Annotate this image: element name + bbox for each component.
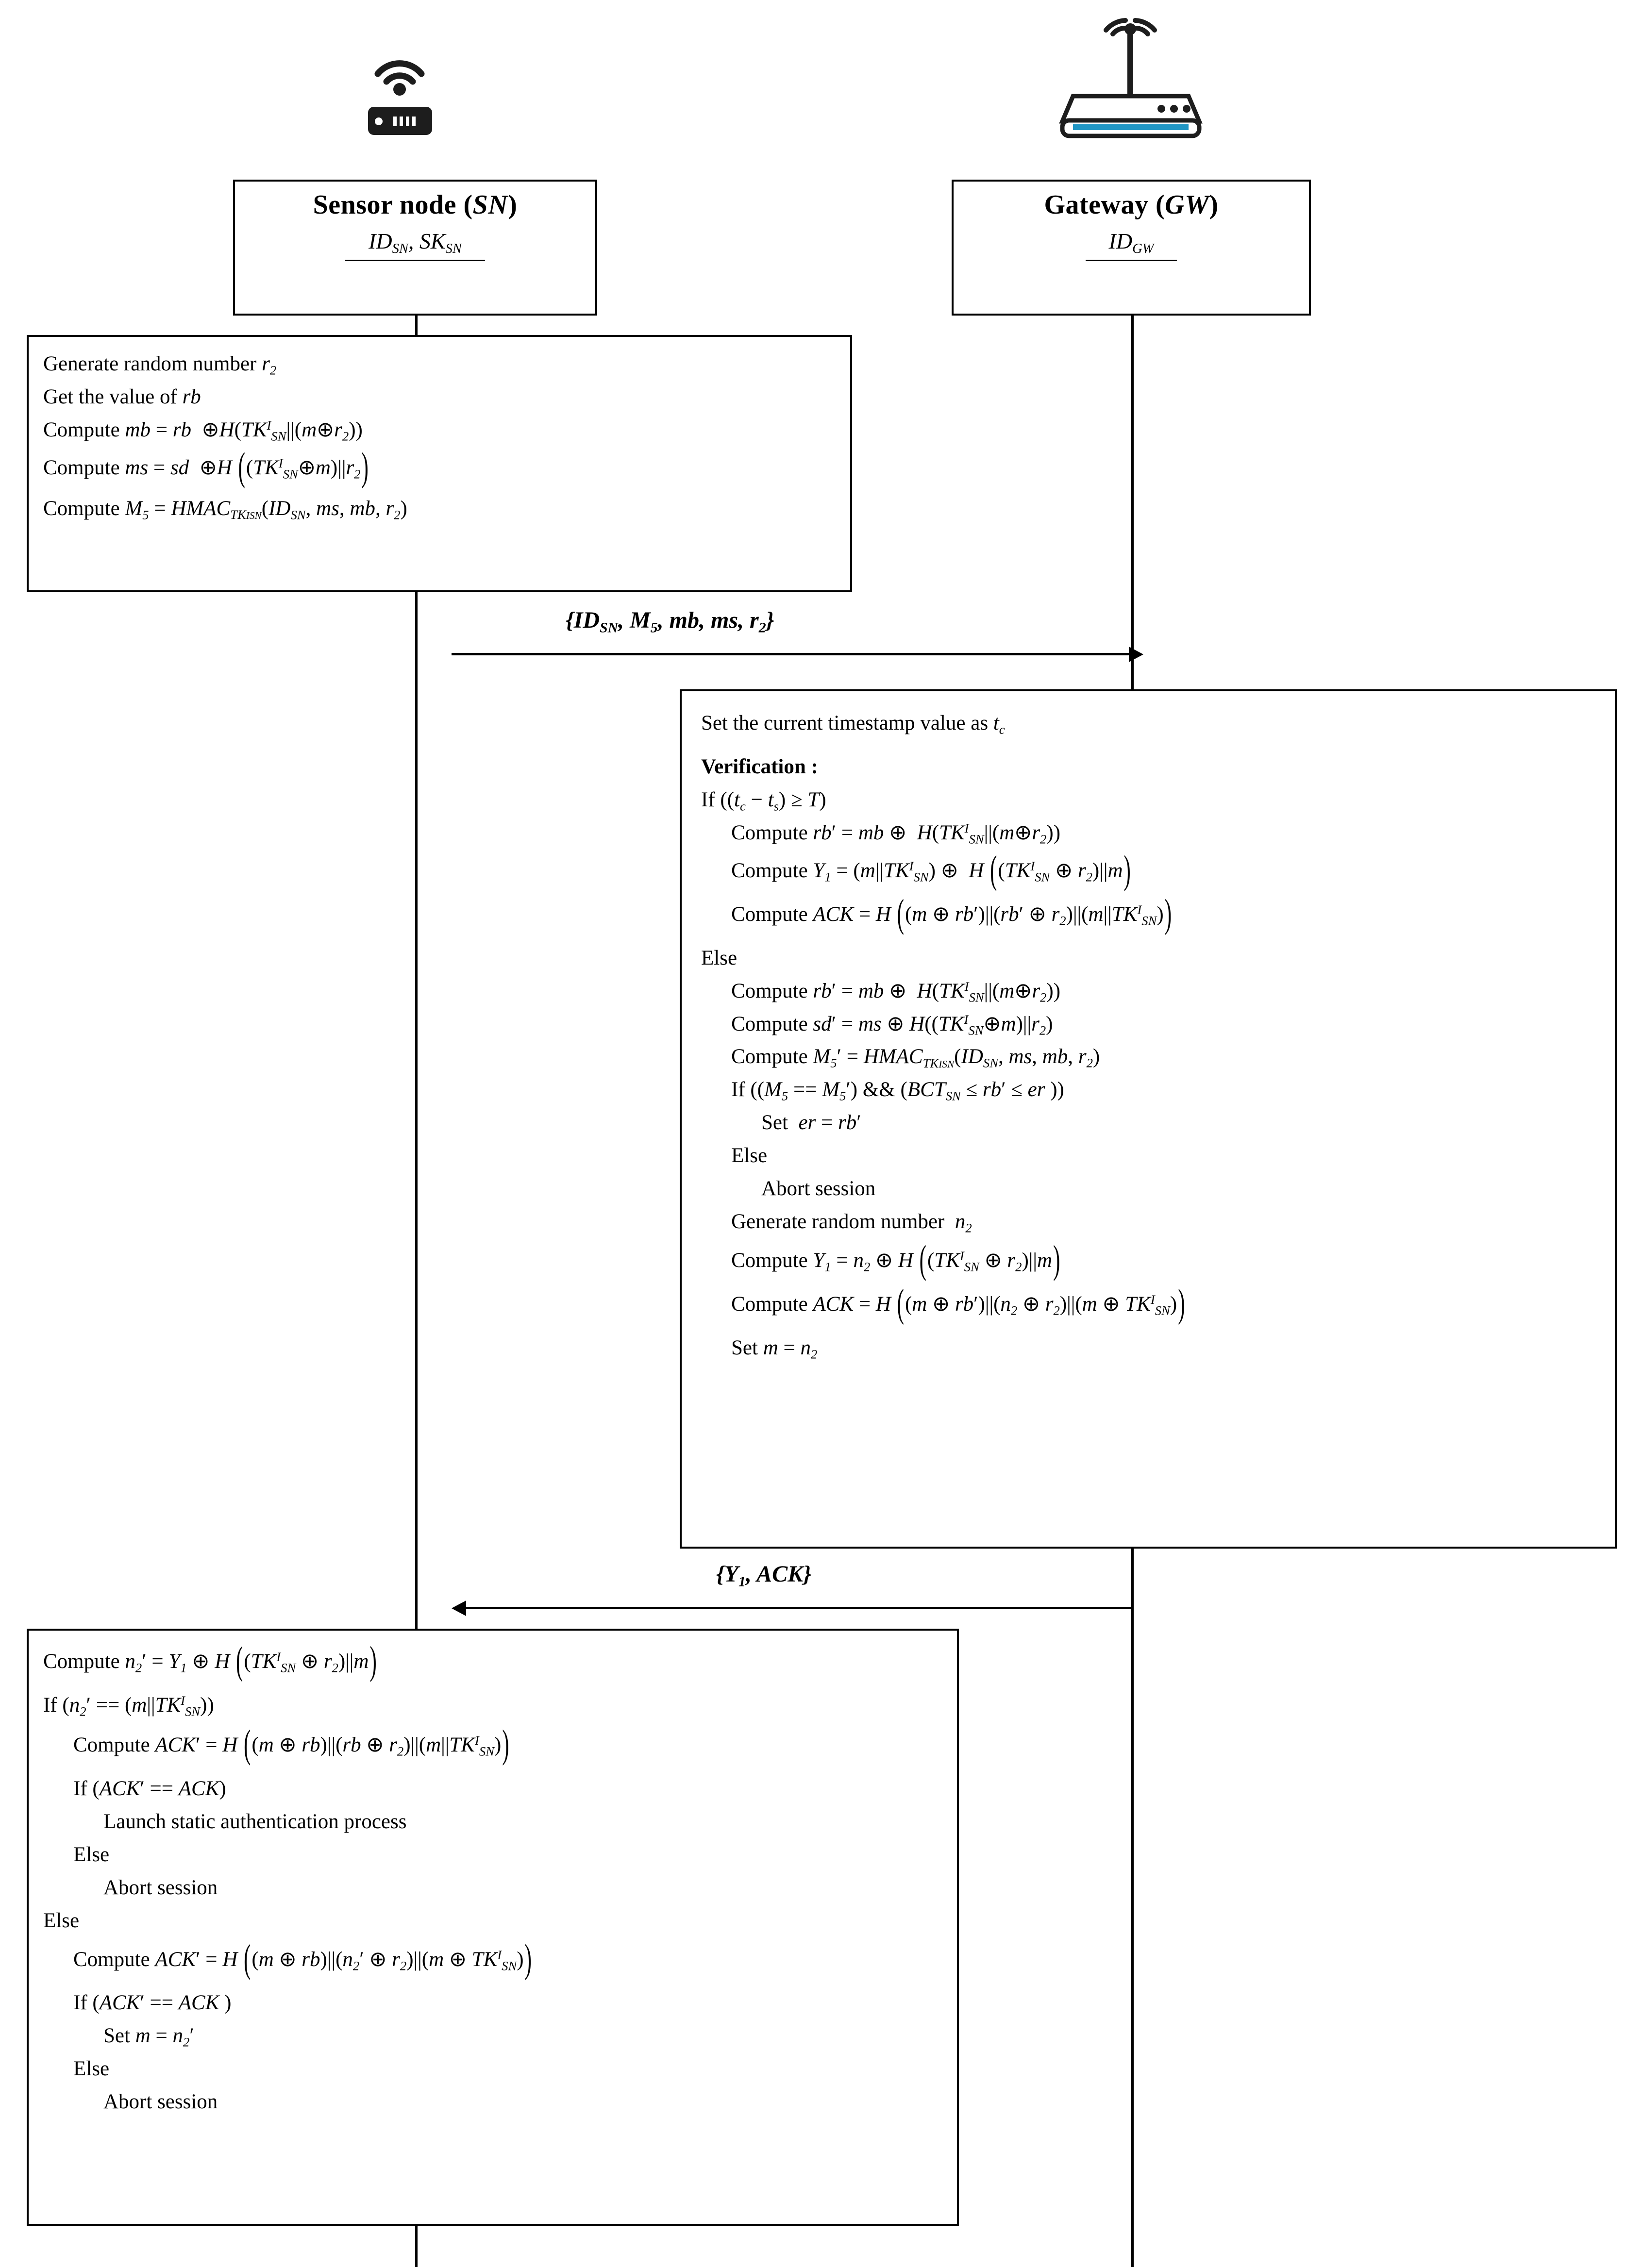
proc-line: Compute ms = sd ⊕H $((TK^I_{SN}\oplus m)||r_2)$ [43,446,369,489]
party-title-symbol: SN [472,190,508,220]
proc-line: Generate random number $r_2$ [43,352,277,378]
proc-line: Abort session [103,1876,218,1899]
party-title-symbol-gw: GW [1165,190,1209,220]
proc-line: Launch static authentication process [103,1810,407,1833]
proc-line: Set $m = n_2$ [731,1336,818,1362]
message-arrowhead-1 [1129,647,1143,662]
proc-line: If ($(M_5 == M_5')$ && ($BCT_{SN} \le rb'$ ≤ er )) [731,1078,1064,1103]
proc-line: If (ACK′ == ACK ) [73,1991,232,2015]
proc-line: Compute ACK = H ((m ⊕ $rb')||(n_2$ ⊕ $r_2)||(m$ ⊕ $TK^I_{SN}$)) [731,1282,1185,1326]
process-box-sensor-node-top [27,335,852,592]
proc-line: Compute ACK = H ((m ⊕ rb′)||(rb′ ⊕ $r_2)||(m||TK^I_{SN})$) [731,892,1172,936]
proc-line: If (ACK′ == ACK) [73,1777,226,1800]
party-title-prefix: Sensor node ( [313,190,473,220]
proc-line: Compute $n_2' = Y_1$ ⊕ H (($TK^I_{SN}$ ⊕ $r_2)||m$) [43,1639,377,1683]
message-arrow-2 [454,1607,1134,1609]
wireless-sensor-icon [349,39,451,150]
proc-line: Compute $M_5$ = $HMAC_{TKISN}(ID_{SN}$, ms, mb, $r_2$) [43,497,407,522]
party-title-prefix-gw: Gateway ( [1044,190,1165,220]
router-antenna-icon [1054,10,1214,155]
proc-line: Else [701,946,738,969]
party-header-sensor-node [233,180,597,316]
proc-line: Compute rb′ = mb ⊕ $H(TK^I_{SN}||(m\oplus r_2))$ [731,820,1061,847]
proc-line: If $((t_c - t_s) \ge T)$ [701,788,826,814]
proc-line: Compute ACK′ = H ((m ⊕ $rb)||(n_2'$ ⊕ $r_2)||(m$ ⊕ $TK^I_{SN}$)) [73,1937,532,1981]
message-label-2: {$Y_1$, ACK} [716,1561,811,1590]
proc-line: Set $m = n_2'$ [103,2024,194,2050]
message-label-1: {$ID_{SN}$, $M_5$, mb, ms, $r_2$} [566,607,774,636]
proc-line: Else [43,1909,80,1932]
message-arrowhead-2 [452,1601,466,1616]
proc-line: Abort session [761,1177,876,1201]
proc-line: Set the current timestamp value as $t_c$ [701,712,1005,737]
party-title-suffix: ) [508,190,518,220]
party-title-gateway [954,190,1309,220]
proc-line: Compute mb = rb $\oplus H(TK^I_{SN}||(m\oplus r_2))$ [43,418,363,444]
party-id-gateway: $ID_{GW}$ [1086,228,1177,261]
party-title-sensor-node [235,190,595,220]
proc-line: Compute $Y_1 = n_2$ ⊕ H (($TK^I_{SN}$ ⊕ $r_2)||m$) [731,1238,1060,1282]
proc-line: Set er = rb′ [761,1111,861,1134]
party-title-suffix-gw: ) [1209,190,1219,220]
process-box-gateway [680,689,1617,1549]
proc-line: Compute $M_5'$ = $HMAC_{TKISN}(ID_{SN}$, ms, mb, $r_2$) [731,1045,1100,1070]
proc-line: Compute sd′ = ms ⊕ $H((TK^I_{SN}\oplus m)||r_2)$ [731,1012,1053,1038]
proc-line: Else [73,1843,110,1866]
proc-line: Compute $Y_1 = (m||TK^I_{SN})$ ⊕ H (($TK^I_{SN}$ ⊕ $r_2)||m$) [731,849,1131,892]
proc-heading-verification: Verification : [701,755,818,778]
party-header-gateway [952,180,1311,316]
proc-line: Compute ACK′ = H ((m ⊕ rb)||(rb ⊕ $r_2)||(m||TK^I_{SN})$) [73,1723,509,1767]
proc-line: Else [731,1144,768,1167]
process-box-sensor-node-bottom [27,1629,959,2226]
proc-line: Abort session [103,2090,218,2114]
proc-line: If $(n_2' == (m||TK^I_{SN}))$ [43,1693,214,1719]
proc-line: Compute rb′ = mb ⊕ $H(TK^I_{SN}||(m\oplus r_2))$ [731,979,1061,1005]
proc-line: Get the value of rb [43,385,201,408]
party-id-sensor-node: $ID_{SN}$, $SK_{SN}$ [345,228,485,261]
message-arrow-1 [452,653,1131,655]
proc-line: Else [73,2057,110,2081]
proc-line: Generate random number $n_2$ [731,1210,972,1235]
